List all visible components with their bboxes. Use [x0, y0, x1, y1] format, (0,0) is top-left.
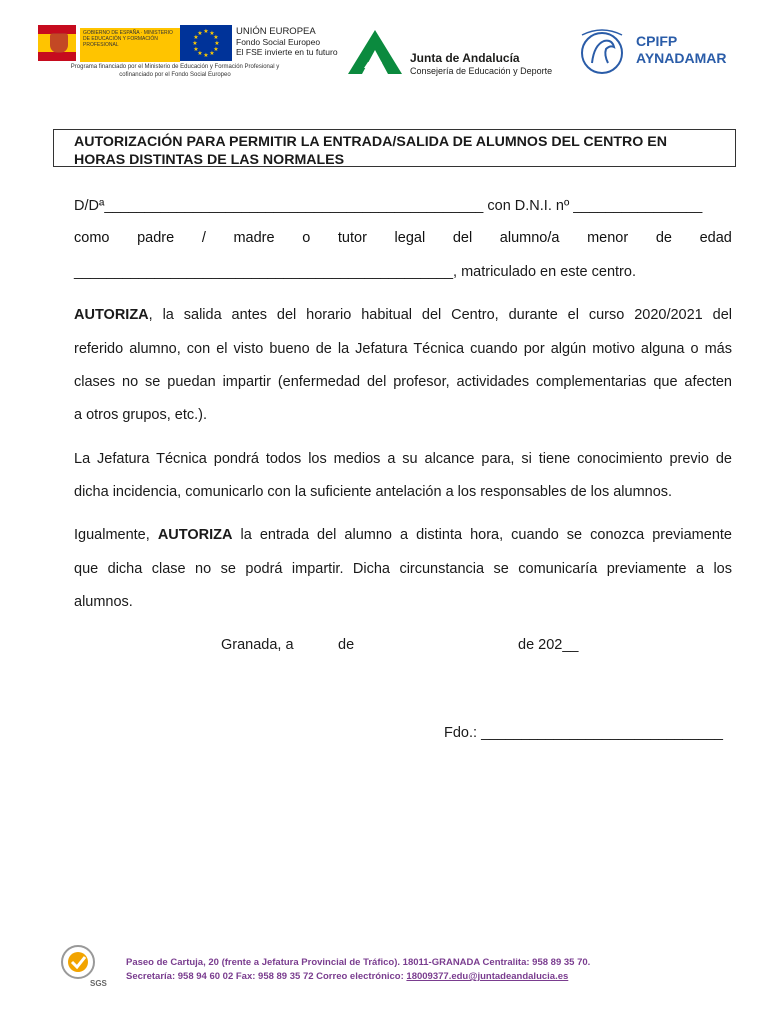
spain-ministry-label: GOBIERNO DE ESPAÑA · MINISTERIO DE EDUCACIÓN Y FORMACIÓN PROFESIONAL: [80, 28, 180, 62]
p3-text: la entrada del alumno a distinta hora, cuando se conozca previamente: [232, 527, 732, 543]
svg-text:★: ★: [193, 46, 199, 53]
word: como: [74, 230, 110, 246]
svg-text:★: ★: [193, 34, 199, 41]
svg-text:★: ★: [197, 30, 203, 37]
footer-contact: [126, 956, 590, 984]
svg-text:★: ★: [214, 40, 220, 47]
word: del: [452, 230, 473, 246]
word: madre: [233, 230, 275, 246]
footer-contact-line: [126, 970, 590, 984]
paragraph-1-line-2: referido alumno, con el visto bueno de la Jefatura Técnica cuando por algún motivo alguna o más: [74, 341, 732, 357]
junta-department: Consejería de Educación y Deporte: [410, 66, 553, 76]
enrolled-student-line: _______________________________________________, matriculado en este centro.: [74, 264, 636, 280]
p1-text: , la salida antes del horario habitual del Centro, durante el curso 2020/2021 del: [148, 307, 732, 323]
autoriza-bold-2: AUTORIZA: [157, 527, 233, 543]
word: menor: [587, 230, 629, 246]
paragraph-2-line-1: La Jefatura Técnica pondrá todos los medios a su alcance para, si tiene conocimiento previo de: [74, 451, 732, 467]
autoriza-bold: AUTORIZA: [74, 307, 149, 323]
date-month-label: de: [338, 637, 355, 653]
signature-line: Fdo.: ______________________________: [444, 725, 723, 741]
paragraph-1-line-1: [74, 307, 732, 323]
word: alumno/a: [499, 230, 560, 246]
eu-fund: Fondo Social Europeo: [236, 37, 321, 47]
title-line-2: HORAS DISTINTAS DE LAS NORMALES: [74, 152, 345, 168]
svg-text:★: ★: [213, 34, 219, 41]
spain-coat-of-arms-icon: [50, 33, 68, 53]
cpifp-horse-logo-icon: [574, 25, 630, 77]
cpifp-line-1: CPIFP: [636, 33, 678, 49]
paragraph-3-line-2: que dicha clase no se podrá impartir. Dicha circunstancia se comunicaría previamente a los: [74, 561, 732, 577]
name-dni-line: D/Dª_______________________________________________ con D.N.I. nº ________________: [74, 198, 703, 214]
footer-phones: Secretaría: 958 94 60 02 Fax: 958 89 35 72 Correo electrónico:: [126, 971, 407, 982]
sgs-label: SGS: [90, 979, 107, 988]
word: o: [302, 230, 311, 246]
junta-name: Junta de Andalucía: [410, 51, 520, 65]
eu-text-block: [236, 27, 338, 57]
p3-prefix: Igualmente,: [74, 527, 158, 543]
word: de: [655, 230, 672, 246]
cpifp-line-2: AYNADAMAR: [636, 50, 727, 66]
program-line-1: Programa financiado por el Ministerio de Educación y Formación Profesional y: [70, 64, 280, 70]
paragraph-3-line-3: alumnos.: [74, 594, 133, 610]
title-line-1: AUTORIZACIÓN PARA PERMITIR LA ENTRADA/SALIDA DE ALUMNOS DEL CENTRO EN: [74, 134, 667, 150]
paragraph-2-line-2: dicha incidencia, comunicarlo con la suficiente antelación a los responsables de los alumnos.: [74, 484, 673, 500]
paragraph-1-line-3: clases no se puedan impartir (enfermedad del profesor, actividades complementarias que afecten: [74, 374, 732, 390]
cpifp-name: [636, 33, 727, 67]
footer-address: Paseo de Cartuja, 20 (frente a Jefatura Provincial de Tráfico). 18011-GRANADA Centralita: 958 89 35 70.: [126, 957, 591, 968]
svg-text:★: ★: [203, 28, 209, 35]
eu-slogan: El FSE invierte en tu futuro: [236, 47, 338, 57]
word: /: [201, 230, 206, 246]
sgs-certification-logo-icon: [58, 942, 112, 990]
footer-email-link[interactable]: 18009377.edu@juntadeandalucia.es: [406, 971, 569, 982]
word: legal: [394, 230, 426, 246]
program-line-2: cofinanciado por el Fondo Social Europeo: [119, 72, 231, 78]
svg-text:★: ★: [209, 30, 215, 37]
svg-text:★: ★: [209, 50, 215, 57]
word: tutor: [337, 230, 367, 246]
svg-text:★: ★: [213, 46, 219, 53]
date-place: Granada, a: [221, 637, 294, 653]
program-funding-note: [60, 63, 290, 79]
paragraph-1-line-4: a otros grupos, etc.).: [74, 407, 207, 423]
word: padre: [137, 230, 175, 246]
eu-flag-logo: [180, 25, 232, 61]
svg-text:★: ★: [197, 50, 203, 57]
paragraph-3-line-1: [74, 527, 732, 543]
svg-text:★: ★: [203, 52, 209, 59]
eu-title: UNIÓN EUROPEA: [236, 26, 316, 37]
word: edad: [699, 230, 732, 246]
junta-andalucia-logo-icon: [344, 28, 406, 76]
document-title: [53, 129, 736, 167]
date-year-label: de 202__: [518, 637, 579, 653]
relationship-line: [74, 230, 732, 246]
svg-text:★: ★: [192, 40, 198, 47]
